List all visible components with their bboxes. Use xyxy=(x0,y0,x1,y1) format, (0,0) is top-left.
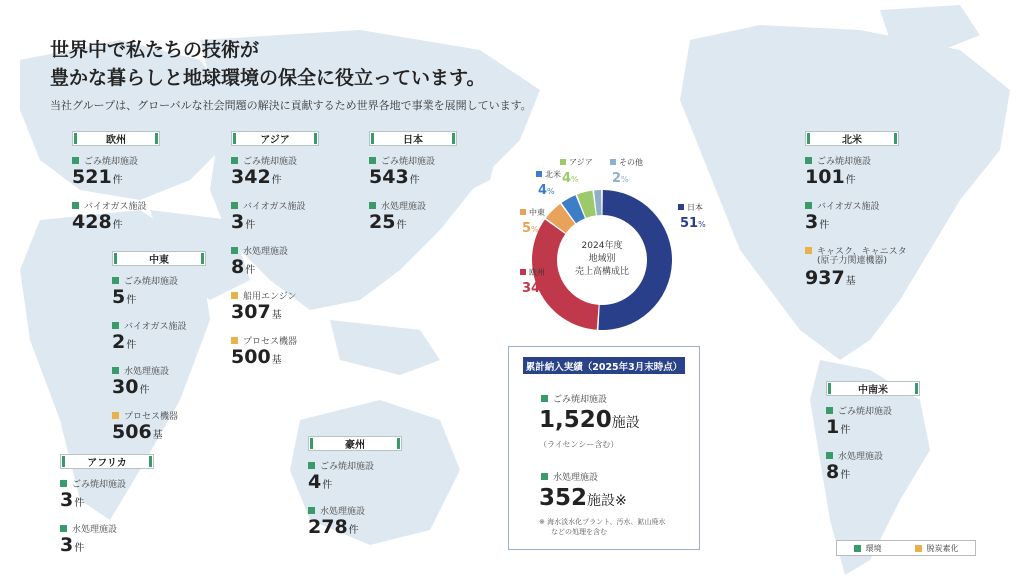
item-label: ごみ焼却施設 xyxy=(243,156,298,167)
item-value: 5件 xyxy=(112,286,137,308)
legend-swatch-2 xyxy=(520,209,526,215)
region-tag: 北米 xyxy=(805,131,899,146)
region-item xyxy=(112,409,208,447)
item-label: 水処理施設 xyxy=(124,366,170,377)
item-label: キャスク、キャニスタ xyxy=(817,246,907,257)
region-item xyxy=(308,504,404,542)
cumulative-waste-value: 1,520施設 xyxy=(539,407,640,433)
region-tag: 日本 xyxy=(369,131,457,146)
legend-swatch-3 xyxy=(536,171,542,177)
item-label: 水処理施設 xyxy=(72,524,118,535)
region-europe xyxy=(72,131,162,237)
slice-label-5: その他 xyxy=(619,158,643,167)
item-value: 278件 xyxy=(308,516,359,538)
region-item xyxy=(231,154,321,192)
environment-marker xyxy=(72,202,79,209)
region-item xyxy=(60,522,156,560)
chart-center-line-2: 地域別 xyxy=(588,254,616,264)
item-value: 342件 xyxy=(231,166,282,188)
item-value: 937基 xyxy=(805,267,856,289)
cumulative-water-note-2: などの処理を含む xyxy=(551,528,607,536)
region-middle-east xyxy=(112,251,208,447)
item-label: 水処理施設 xyxy=(838,451,884,462)
cumulative-water-note-1: ※ 海水淡水化プラント、汚水、鉱山廃水 xyxy=(539,518,666,526)
chart-center-line-1: 2024年度 xyxy=(581,241,623,251)
item-value: 543件 xyxy=(369,166,420,188)
slice-value-3: 4% xyxy=(538,183,555,198)
cumulative-water-label: 水処理施設 xyxy=(541,470,598,483)
item-label: プロセス機器 xyxy=(124,411,179,422)
region-item xyxy=(805,244,915,293)
cumulative-deliveries-panel xyxy=(508,346,700,550)
item-value: 428件 xyxy=(72,211,123,233)
region-item xyxy=(231,244,321,282)
region-item xyxy=(805,199,915,237)
region-item xyxy=(826,449,922,487)
region-oceania xyxy=(308,436,404,542)
legend-swatch-5 xyxy=(610,159,616,165)
region-item xyxy=(231,199,321,237)
cumulative-waste-label: ごみ焼却施設 xyxy=(541,392,607,405)
legend-swatch-0 xyxy=(678,204,684,210)
sales-composition-donut-chart xyxy=(500,155,710,345)
item-value: 500基 xyxy=(231,346,282,368)
region-tag: アフリカ xyxy=(60,454,154,469)
slice-value-5: 2% xyxy=(612,171,629,186)
item-label: バイオガス施設 xyxy=(243,201,306,212)
region-tag: 欧州 xyxy=(72,131,160,146)
item-label: ごみ焼却施設 xyxy=(838,406,893,417)
item-label: ごみ焼却施設 xyxy=(124,276,179,287)
region-item xyxy=(369,199,459,237)
item-value: 2件 xyxy=(112,331,137,353)
region-tag: 中東 xyxy=(112,251,206,266)
region-japan xyxy=(369,131,459,237)
item-value: 521件 xyxy=(72,166,123,188)
item-value: 25件 xyxy=(369,211,407,233)
item-value: 8件 xyxy=(826,461,851,483)
region-item xyxy=(112,319,208,357)
region-tag: アジア xyxy=(231,131,319,146)
slice-label-3: 北米 xyxy=(545,170,561,179)
region-latin-america xyxy=(826,381,922,487)
region-north-america xyxy=(805,131,915,293)
item-label: ごみ焼却施設 xyxy=(84,156,139,167)
slice-label-2: 中東 xyxy=(529,208,545,217)
item-value: 30件 xyxy=(112,376,150,398)
region-item xyxy=(805,154,915,192)
item-label: ごみ焼却施設 xyxy=(381,156,436,167)
item-value: 3件 xyxy=(60,534,85,556)
cumulative-title: 累計納入実績（2025年3月末時点） xyxy=(523,357,685,374)
item-value: 101件 xyxy=(805,166,856,188)
slice-label-4: アジア xyxy=(569,158,593,167)
region-tag: 豪州 xyxy=(308,436,402,451)
region-item xyxy=(60,477,156,515)
region-tag: 中南米 xyxy=(826,381,920,396)
cumulative-water-value: 352施設※ xyxy=(539,485,627,511)
item-label: ごみ焼却施設 xyxy=(72,479,127,490)
item-label: 水処理施設 xyxy=(381,201,427,212)
chart-center-line-3: 売上高構成比 xyxy=(574,267,630,277)
headline-line-1: 世界中で私たちの技術が xyxy=(50,39,260,61)
item-label: ごみ焼却施設 xyxy=(817,156,872,167)
item-label: 船用エンジン xyxy=(243,291,297,302)
item-value: 4件 xyxy=(308,471,333,493)
item-label: バイオガス施設 xyxy=(817,201,880,212)
item-value: 506基 xyxy=(112,421,163,443)
item-value: 307基 xyxy=(231,301,282,323)
region-item xyxy=(308,459,404,497)
item-value: 1件 xyxy=(826,416,851,438)
region-item xyxy=(72,199,162,237)
category-legend xyxy=(836,540,976,556)
cumulative-waste-note: （ライセンシー含む） xyxy=(539,440,619,449)
slice-value-1: 34% xyxy=(522,281,548,296)
slice-label-1: 欧州 xyxy=(529,268,545,277)
region-item xyxy=(231,334,321,372)
item-value: 3件 xyxy=(60,489,85,511)
item-label: バイオガス施設 xyxy=(84,201,147,212)
item-label: 水処理施設 xyxy=(243,246,289,257)
subline: 当社グループは、グローバルな社会問題の解決に貢献するため世界各地で事業を展開しています。 xyxy=(50,99,532,112)
region-item xyxy=(112,274,208,312)
slice-value-4: 4% xyxy=(562,171,579,186)
slice-label-0: 日本 xyxy=(687,203,703,212)
region-asia xyxy=(231,131,321,372)
legend-decarbonization: 脱炭素化 xyxy=(915,543,959,554)
slice-value-2: 5% xyxy=(522,221,539,236)
slice-value-0: 51% xyxy=(680,216,706,231)
region-item xyxy=(231,289,321,327)
region-item xyxy=(72,154,162,192)
item-label-sub: (原子力関連機器) xyxy=(817,256,888,266)
region-item xyxy=(369,154,459,192)
legend-swatch-1 xyxy=(520,269,526,275)
legend-environment: 環境 xyxy=(854,543,882,554)
legend-swatch-4 xyxy=(560,159,566,165)
region-item xyxy=(826,404,922,442)
item-label: プロセス機器 xyxy=(243,336,298,347)
item-value: 8件 xyxy=(231,256,256,278)
headline xyxy=(50,36,485,92)
item-value: 3件 xyxy=(231,211,256,233)
item-label: バイオガス施設 xyxy=(124,321,187,332)
headline-line-2: 豊かな暮らしと地球環境の保全に役立っています。 xyxy=(50,67,486,89)
region-africa xyxy=(60,454,156,560)
item-label: 水処理施設 xyxy=(320,506,366,517)
item-value: 3件 xyxy=(805,211,830,233)
environment-marker xyxy=(72,157,79,164)
region-item xyxy=(112,364,208,402)
item-label: ごみ焼却施設 xyxy=(320,461,375,472)
